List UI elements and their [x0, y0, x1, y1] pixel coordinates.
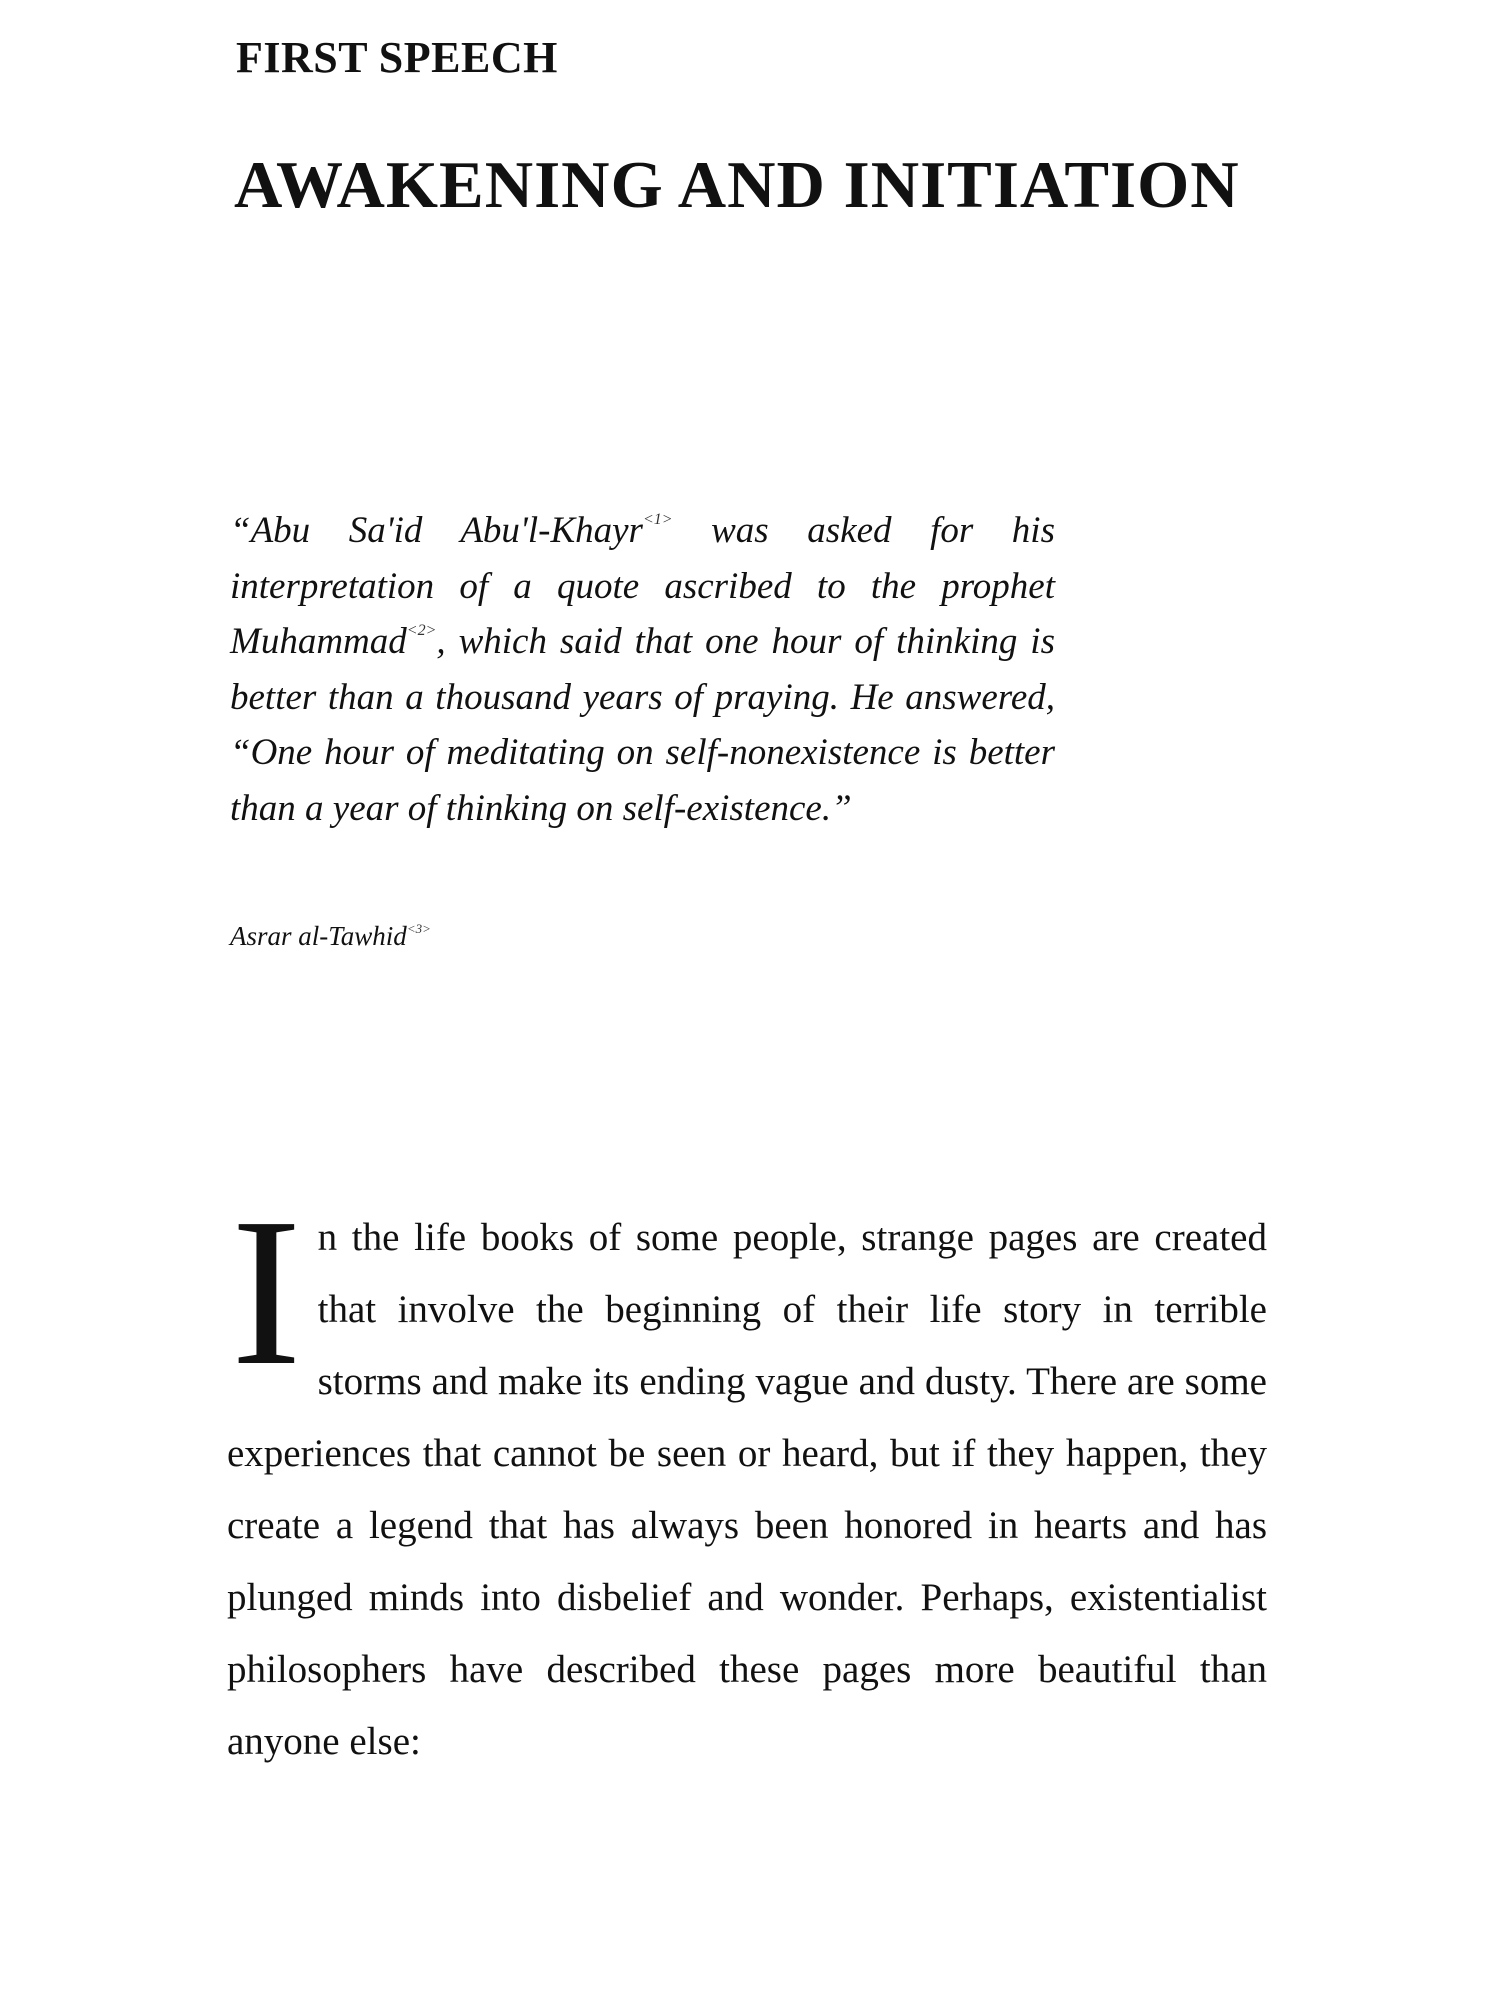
drop-cap: I [231, 1174, 302, 1409]
epigraph-text-part1: “Abu Sa'id Abu'l-Khayr [230, 510, 643, 551]
epigraph-text-part2: was asked for his interpretation of a quote ascribed to the prophet Muhammad [230, 510, 1055, 662]
body-paragraph-text: n the life books of some people, strange pages are created that involve the beginning of their life story in terrible storms and make its ending vague and dusty. There are some experiences that cannot be seen or heard, but if they happen, they create a legend that has always been honored in hearts and has plunged minds into disbelief and wonder. Perhaps, existentialist philosophers have described these pages more beautiful than anyone else: [227, 1216, 1267, 1763]
footnote-ref-1: <1> [642, 511, 673, 528]
epigraph-quote [230, 503, 1055, 836]
footnote-ref-2: <2> [406, 622, 437, 639]
chapter-title: AWAKENING AND INITIATION [234, 148, 1240, 222]
epigraph-text-part3: , which said that one hour of thinking is better than a thousand years of praying. He answered, “One hour of meditating on self-nonexistence is better than a year of thinking on self-existence.” [230, 621, 1055, 829]
epigraph-source [230, 923, 431, 950]
source-title: Asrar al-Tawhid [230, 921, 407, 951]
section-label: FIRST SPEECH [236, 33, 558, 82]
body-paragraph [227, 1174, 1267, 1778]
footnote-ref-3: <3> [406, 921, 431, 936]
